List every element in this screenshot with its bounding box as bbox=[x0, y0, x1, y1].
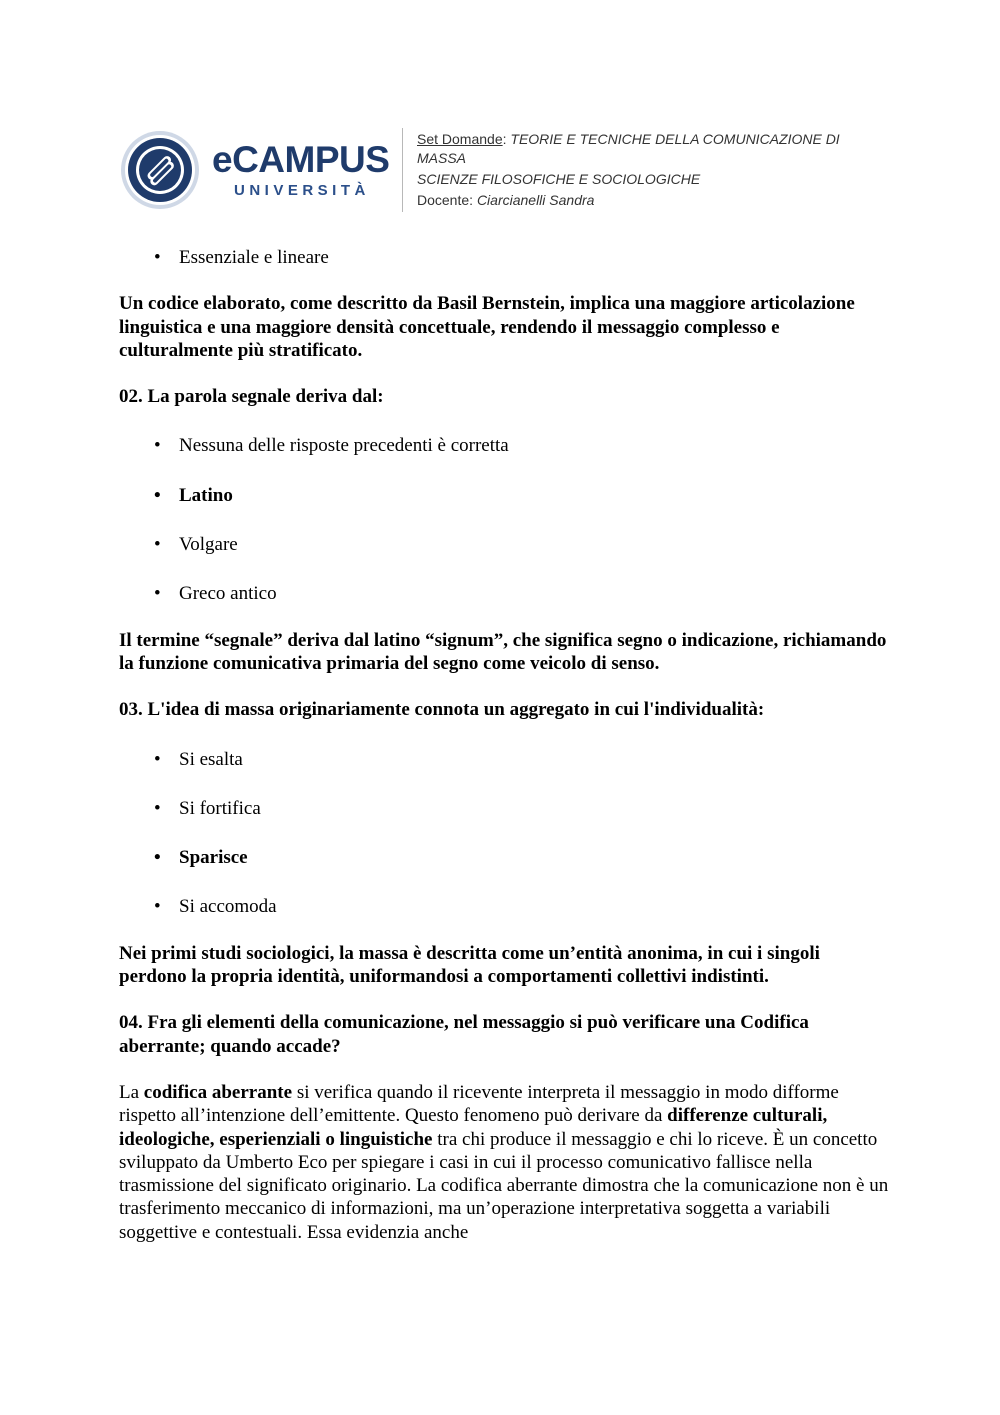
q01-explanation: Un codice elaborato, come descritto da Basil Bernstein, implica una maggiore articolazione linguistica e una maggiore densità concettuale, rendendo il messaggio complesso e culturalmente più stratificato. bbox=[119, 293, 855, 361]
bullet-icon: • bbox=[154, 583, 161, 605]
faculty-name: SCIENZE FILOSOFICHE E SOCIOLOGICHE bbox=[417, 171, 701, 187]
brand-subtitle: UNIVERSITÀ bbox=[234, 182, 370, 199]
term-codifica-aberrante: codifica aberrante bbox=[143, 1081, 293, 1103]
course-info: Set Domande: TEORIE E TECNICHE DELLA COMUNICAZIONE DI MASSA SCIENZE FILOSOFICHE E SOCIOLOGICHE Docente: Ciarcianelli Sandra bbox=[417, 131, 840, 208]
docente-label: Docente: bbox=[417, 192, 474, 208]
q02-option: • Volgare bbox=[154, 534, 238, 556]
bullet-icon: • bbox=[154, 534, 161, 556]
ecampus-emblem-icon bbox=[120, 130, 200, 210]
q03-option: • Si accomoda bbox=[154, 896, 277, 918]
bullet-icon: • bbox=[154, 797, 161, 819]
q03-explanation: Nei primi studi sociologici, la massa è descritta come un’entità anonima, in cui i singoli perdono la propria identità, uniformandosi a comportamenti collettivi indistinti. bbox=[119, 942, 820, 988]
q02-option: • Greco antico bbox=[154, 583, 277, 605]
q04-question: 04. Fra gli elementi della comunicazione, nel messaggio si può verificare una Codifica aberrante; quando accade? bbox=[119, 1012, 809, 1057]
q03-option: • Si fortifica bbox=[154, 797, 261, 819]
page-header bbox=[0, 0, 1000, 230]
ecampus-logo bbox=[212, 140, 392, 199]
document-body bbox=[119, 246, 889, 1244]
q02-option: • Nessuna delle risposte precedenti è corretta bbox=[154, 435, 509, 457]
q02-question: 02. La parola segnale deriva dal: bbox=[119, 386, 384, 408]
course-title: TEORIE E TECNICHE DELLA COMUNICAZIONE DI MASSA bbox=[417, 131, 840, 166]
set-label: Set Domande bbox=[417, 131, 503, 147]
q03-question: 03. L'idea di massa originariamente connota un aggregato in cui l'individualità: bbox=[119, 699, 765, 721]
bullet-icon: • bbox=[154, 435, 161, 457]
q02-explanation: Il termine “segnale” deriva dal latino “signum”, che significa segno o indicazione, richiamando la funzione comunicativa primaria del segno come veicolo di senso. bbox=[119, 629, 887, 674]
bullet-icon: • bbox=[154, 484, 161, 506]
docente-name: Ciarcianelli Sandra bbox=[476, 192, 595, 208]
brand-name: eCAMPUS bbox=[212, 139, 390, 180]
bullet-icon: • bbox=[154, 748, 161, 770]
bullet-icon: • bbox=[154, 896, 161, 918]
q03-option-correct: • Sparisce bbox=[154, 847, 248, 869]
bullet-icon: • bbox=[154, 247, 161, 268]
header-divider bbox=[402, 128, 403, 212]
q04-answer: La codifica aberrante si verifica quando il ricevente interpreta il messaggio in modo difforme rispetto all’intenzione dell’emittente. Questo fenomeno può derivare da differenze culturali, ideologiche, esperienziali o linguistiche tra chi produce il messaggio e chi lo riceve. È un concetto sviluppato da Umberto Eco per spiegare i casi in cui il processo comunicativo fallisce nella trasmissione del significato originario. La codifica aberrante dimostra che la comunicazione non è un trasferimento meccanico di informazioni, ma un’operazione interpretativa soggetta a variabili soggettive e contestuali. Essa evidenzia anche bbox=[119, 1081, 889, 1243]
q03-option: • Si esalta bbox=[154, 748, 243, 770]
q02-option-correct: • Latino bbox=[154, 484, 233, 506]
bullet-icon: • bbox=[154, 847, 161, 869]
term-differenze: differenze culturali, ideologiche, esperienziali o linguistiche bbox=[119, 1105, 828, 1150]
q01-option: • Essenziale e lineare bbox=[154, 247, 329, 268]
